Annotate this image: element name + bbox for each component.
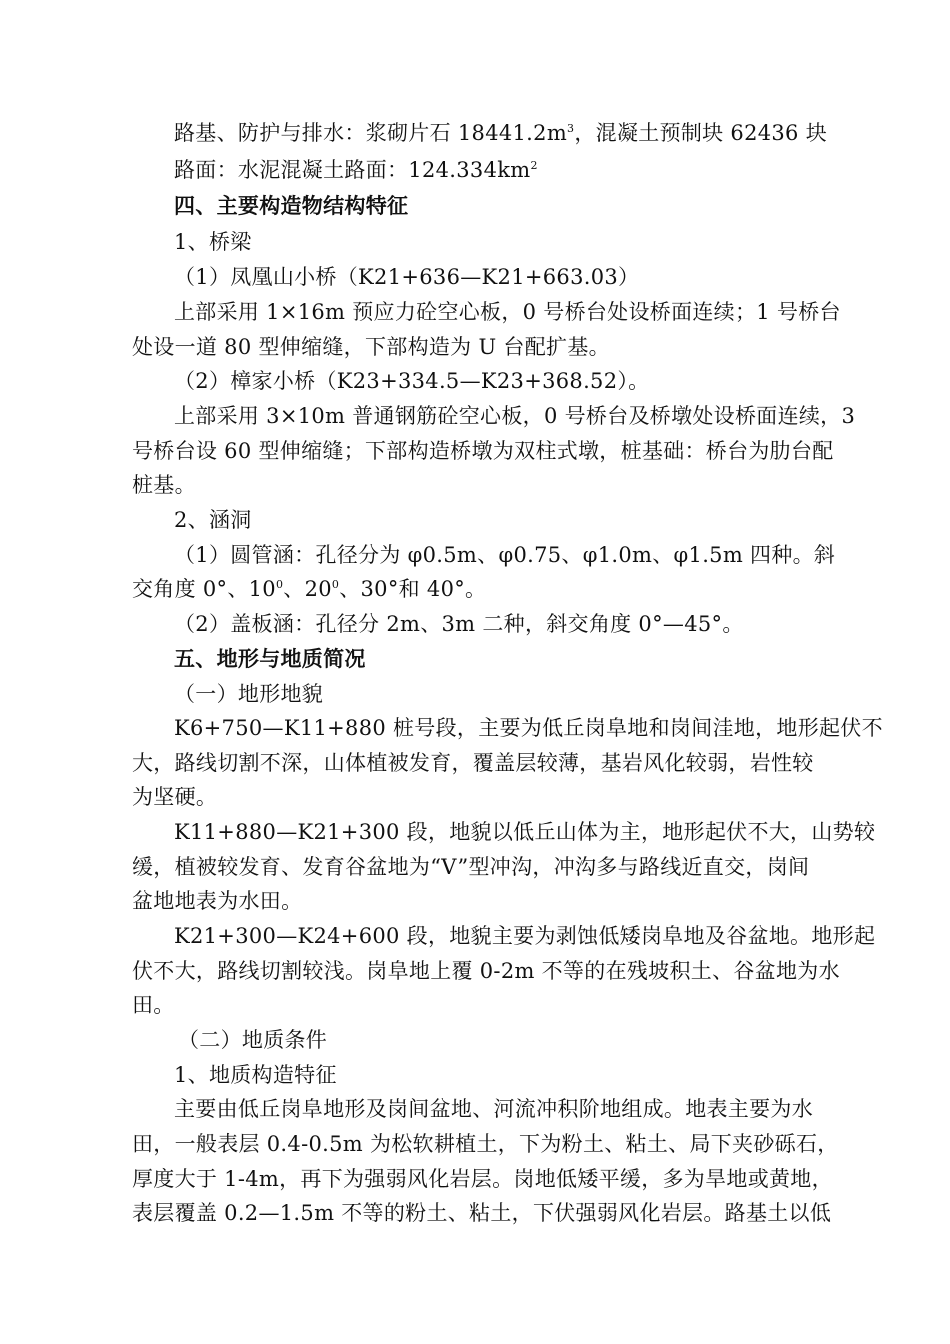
item-pipe-culvert: （1）圆管涵：孔径分为 φ0.5m、φ0.75、φ1.0m、φ1.5m 四种。斜 [174,543,836,567]
section-heading-structures: 四、主要构造物结构特征 [174,193,409,218]
text-line: 主要由低丘岗阜地形及岗间盆地、河流冲积阶地组成。地表主要为水 [174,1097,813,1121]
text-line: 田，一般表层 0.4-0.5m 为松软耕植土，下为粉土、粘土、局下夹砂砾石， [132,1132,839,1156]
text-line-skew-angles: 交角度 0°、$10^0$、$20^0$、30°和 40°。 [132,577,487,601]
subheading-landform: （一）地形地貌 [174,682,324,706]
text-line: 为坚硬。 [132,785,218,809]
text-line: 厚度大于 1-4m，再下为强弱风化岩层。岗地低矮平缓，多为旱地或黄地， [132,1167,833,1191]
text-line: K21+300—K24+600 段，地貌主要为剥蚀低矮岗阜地及谷盆地。地形起 [174,924,876,948]
text-line: 盆地地表为水田。 [132,889,303,913]
item-fenghuangshan-bridge: （1）凤凰山小桥（K21+636—K21+663.03） [174,265,640,289]
text-line-roadbed-quantities: 路基、防护与排水：浆砌片石 $18441.2m^3$，混凝土预制块 62436 块 [174,121,827,145]
text-line: 缓，植被较发育、发育谷盆地为“V”型冲沟，冲沟多与路线近直交，岗间 [132,855,810,879]
text-line: 田。 [132,993,175,1017]
item-zhangjia-bridge: （2）樟家小桥（K23+334.5—K23+368.52）。 [174,369,650,393]
text-line: 处设一道 80 型伸缩缝，下部构造为 U 台配扩基。 [132,335,610,359]
text-line-pavement-quantities: 路面：水泥混凝土路面：$124.334km^2$ [174,158,538,182]
text-line: K11+880—K21+300 段，地貌以低丘山体为主，地形起伏不大，山势较 [174,820,876,844]
text-line: 号桥台设 60 型伸缩缝；下部构造桥墩为双柱式墩，桩基础：桥台为肋台配 [132,439,834,463]
text-line: 上部采用 1×16m 预应力砼空心板，0 号桥台处设桥面连续；1 号桥台 [174,300,841,324]
text-line: 上部采用 3×10m 普通钢筋砼空心板，0 号桥台及桥墩处设桥面连续，3 [174,404,856,428]
subheading-bridges: 1、桥梁 [174,230,252,254]
text-line: K6+750—K11+880 桩号段，主要为低丘岗阜地和岗间洼地，地形起伏不 [174,716,883,740]
text-line: 桩基。 [132,473,196,497]
text-line: 大，路线切割不深，山体植被发育，覆盖层较薄，基岩风化较弱，岩性较 [132,751,814,775]
subheading-geology-conditions: （二）地质条件 [178,1028,328,1052]
item-slab-culvert: （2）盖板涵：孔径分 2m、3m 二种，斜交角度 0°—45°。 [174,612,744,636]
subheading-culverts: 2、涵洞 [174,508,252,532]
section-heading-terrain-geology: 五、地形与地质简况 [174,646,366,671]
subheading-geological-structure: 1、地质构造特征 [174,1063,337,1087]
text-line: 伏不大，路线切割较浅。岗阜地上覆 0-2m 不等的在残坡积土、谷盆地为水 [132,959,840,983]
text-line: 表层覆盖 0.2—1.5m 不等的粉土、粘土，下伏强弱风化岩层。路基土以低 [132,1201,832,1225]
